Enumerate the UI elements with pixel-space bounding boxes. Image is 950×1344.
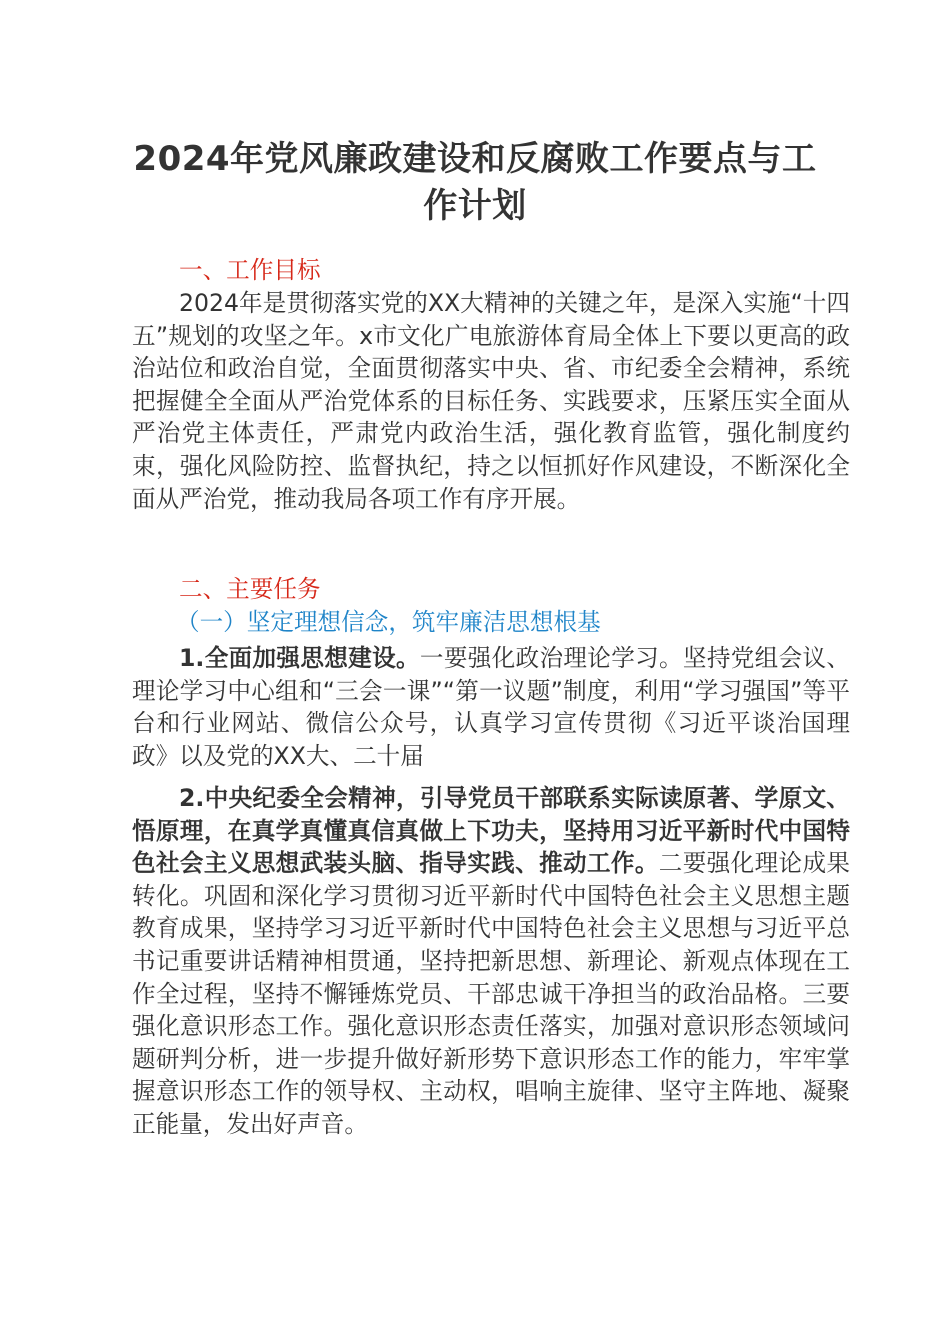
task-item-2-lead: 2.中央纪委全会精神，引导党员干部联系实际读原著、学原文、悟原理，在真学真懂真信真做上下功夫，坚持用习近平新时代中国特色社会主义思想武装头脑、指导实践、推动工作。	[132, 784, 850, 878]
document-title: 2024年党风廉政建设和反腐败工作要点与工作计划	[133, 139, 817, 226]
task-item-1	[132, 642, 850, 772]
work-goals-paragraph: 2024年是贯彻落实党的XX大精神的关键之年，是深入实施“十四五”规划的攻坚之年。x市文化广电旅游体育局全体上下要以更高的政治站位和政治自觉，全面贯彻落实中央、省、市纪委全会精神，系统把握健全全面从严治党体系的目标任务、实践要求，压紧压实全面从严治党主体责任，严肃党内政治生活，强化教育监管，强化制度约束，强化风险防控、监督执纪，持之以恒抓好作风建设，不断深化全面从严治党，推动我局各项工作有序开展。	[132, 289, 850, 513]
section-heading-main-tasks: 二、主要任务	[179, 575, 321, 603]
section-heading-work-goals: 一、工作目标	[179, 256, 321, 284]
task-item-2	[132, 782, 850, 1141]
task-item-1-text: 一要强化政治理论学习。坚持党组会议、理论学习中心组和“三会一课”“第一议题”制度，利用“学习强国”等平台和行业网站、微信公众号，认真学习宣传贯彻《习近平谈治国理政》以及党的XX大、二十届	[132, 644, 850, 770]
task-item-2-text: 二要强化理论成果转化。巩固和深化学习贯彻习近平新时代中国特色社会主义思想主题教育成果，坚持学习习近平新时代中国特色社会主义思想与习近平总书记重要讲话精神相贯通，坚持把新思想、新理论、新观点体现在工作全过程，坚持不懈锤炼党员、干部忠诚干净担当的政治品格。三要强化意识形态工作。强化意识形态责任落实，加强对意识形态领域问题研判分析，进一步提升做好新形势下意识形态工作的能力，牢牢掌握意识形态工作的领导权、主动权，唱响主旋律、坚守主阵地、凝聚正能量，发出好声音。	[132, 849, 851, 1138]
subsection-heading-ideals: （一）坚定理想信念，筑牢廉洁思想根基	[176, 608, 601, 636]
task-item-1-lead: 1.全面加强思想建设。	[179, 644, 420, 672]
